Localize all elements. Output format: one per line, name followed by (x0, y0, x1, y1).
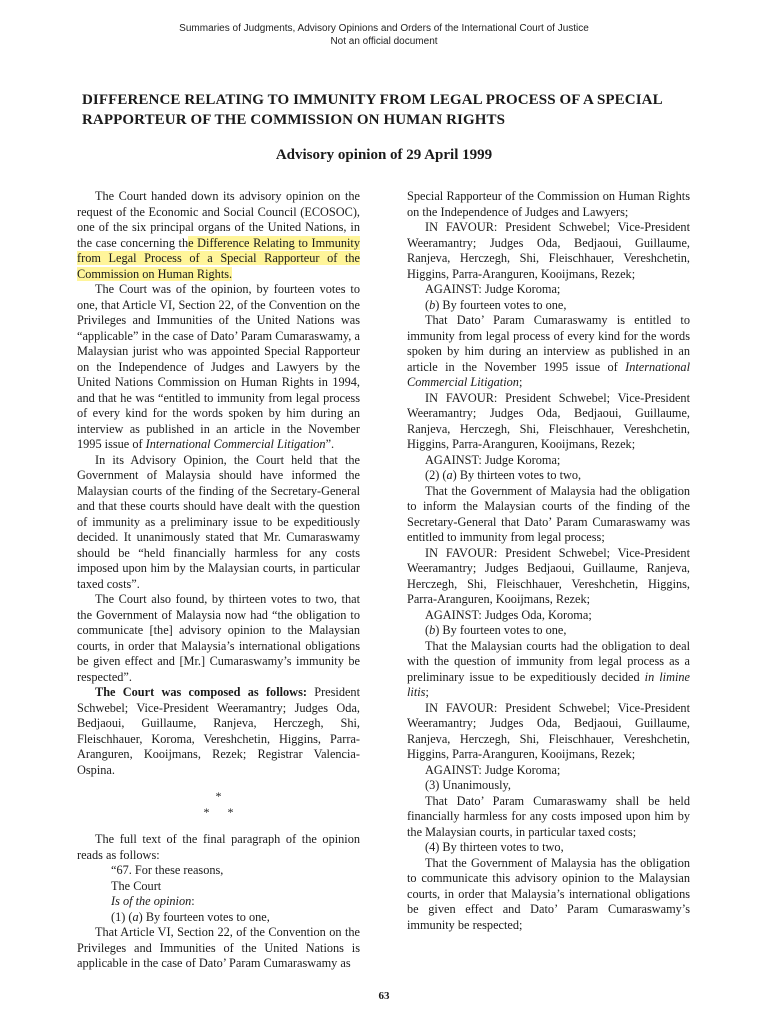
clause-heading (407, 298, 690, 314)
header-line-1: Summaries of Judgments, Advisory Opinions and Orders of the International Court of Justice (179, 23, 589, 34)
paragraph-composition (77, 685, 360, 778)
clause-heading (407, 468, 690, 484)
clause-text: That the Government of Malaysia had the obligation to inform the Malaysian courts of the finding of the Secretary-General that Dato’ Param Cumaraswamy was entitled to immunity from legal process; (407, 483, 690, 544)
italic-text: b (429, 297, 436, 312)
document-subtitle: Advisory opinion of 29 April 1999 (275, 147, 493, 163)
paragraph-text: The Court was of the opinion, by fourteen votes to one, that Article VI, Section 22, of the Convention on the Privileges and Immunities of the United Nations was “applicable” in the case of Dato’ Param Cumaraswamy, a Malaysian jurist who was appointed Special Rapporteur on the Independence of Judges and Lawyers by the United Nations Commission on Human Rights in 1994, and that he was “entitled to immunity from legal process of every kind for the words spoken by him during an interview as published in an article in the November 1995 issue of (77, 282, 360, 451)
paragraph-text: The Court handed down its advisory opinion on the request of the Economic and Social Council (ECOSOC), one of the six principal organs of the United Nations, in the case concerning th (77, 189, 360, 250)
paragraph-continued: Special Rapporteur of the Commission on Human Rights on the Independence of Judges and Lawyers; (407, 189, 690, 219)
vote-in-favour: IN FAVOUR: President Schwebel; Vice-President Weeramantry; Judges Oda, Bedjaoui, Guillaume, Ranjeva, Herczegh, Shi, Fleischhauer, Vereshchetin, Higgins, Parra-Aranguren, Kooijmans, Rezek; (407, 700, 690, 761)
italic-text: a (446, 468, 453, 482)
quote-line: “67. For these reasons, (111, 863, 224, 877)
section-separator (77, 788, 360, 820)
page-header (0, 22, 768, 48)
paragraph-found: The Court also found, by thirteen votes to two, that the Government of Malaysia now had “the obligation to communicate [the] advisory opinion to the Malaysian courts, in order that Malaysia’s international obligations be given effect and [Mr.] Cumaraswamy’s immunity be respected”. (77, 592, 360, 684)
vote-against: AGAINST: Judge Koroma; (425, 762, 561, 777)
paragraph-intro (77, 189, 360, 282)
clause-text: That the Government of Malaysia has the obligation to communicate this advisory opinion to the Malaysian courts, in order that Malaysia’s international obligations be given effect and Dato’ Param Cumaraswamy’s immunity be respected; (407, 855, 690, 932)
document-title: DIFFERENCE RELATING TO IMMUNITY FROM LEGAL PROCESS OF A SPECIAL RAPPORTEUR OF THE COMMISSION ON HUMAN RIGHTS (82, 92, 662, 128)
quote-line: The Court (111, 878, 162, 893)
vote-in-favour: IN FAVOUR: President Schwebel; Vice-President Weeramantry; Judges Oda, Bedjaoui, Guillaume, Ranjeva, Herczegh, Shi, Fleischhauer, Vereshchetin, Higgins, Parra-Aranguren, Kooijmans, Rezek; (407, 220, 690, 281)
separator-stars: * * (203, 805, 234, 819)
vote-against: AGAINST: Judge Koroma; (425, 282, 561, 296)
paragraph-held: In its Advisory Opinion, the Court held that the Government of Malaysia should have informed the Malaysian courts of the finding of the Secretary-General and that these courts should have dealt with the question of immunity as a preliminary issue to be expeditiously decided. It unanimously stated that Mr. Cumaraswamy should be “held financially harmless for any costs imposed upon him by the Malaysian courts, in particular taxed costs”. (77, 452, 360, 591)
quote-line (77, 910, 360, 926)
paragraph-text: ) By fourteen votes to one, (435, 623, 567, 637)
paragraph-text: President Schwebel; Vice-President Weeramantry; Judges Oda, Bedjaoui, Guillaume, Ranjeva, Herczegh, Shi, Fleischhauer, Koroma, Vereshchetin, Higgins, Parra-Aranguren, Kooijmans, Rezek; Registrar Valencia-Ospina. (77, 685, 360, 777)
bold-text: The Court was composed as follows: (95, 685, 307, 699)
paragraph-text: ( (425, 297, 430, 312)
paragraph-text: ) By fourteen votes to one, (138, 909, 270, 924)
clause-text: That Dato’ Param Cumaraswamy shall be held financially harmless for any costs imposed upon him by the Malaysian courts, in particular taxed costs; (407, 793, 690, 839)
paragraph-text: ) By thirteen votes to two, (452, 468, 582, 482)
paragraph-text: That Dato’ Param Cumaraswamy is entitled to immunity from legal process of every kind for the words spoken by him during an interview as published in an article in the November 1995 issue of (407, 313, 690, 374)
italic-text: a (132, 909, 139, 924)
italic-text: International Commercial Litigation (407, 359, 690, 389)
paragraph-text: (1) ( (111, 909, 133, 924)
header-line-2: Not an official document (330, 36, 438, 47)
vote-against: AGAINST: Judges Oda, Koroma; (425, 607, 592, 622)
vote-in-favour: IN FAVOUR: President Schwebel; Vice-President Weeramantry; Judges Bedjaoui, Guillaume, Ranjeva, Herczegh, Shi, Fleischhauer, Vereshchetin, Higgins, Parra-Aranguren, Kooijmans, Rezek; (407, 545, 690, 606)
vote-against: AGAINST: Judge Koroma; (425, 452, 561, 467)
clause-heading: (3) Unanimously, (425, 778, 511, 792)
quote-line (77, 894, 360, 910)
page-number: 63 (378, 990, 390, 1002)
paragraph-text: ; (425, 685, 429, 699)
italic-text: in limine litis (407, 669, 690, 699)
italic-text: b (429, 623, 436, 637)
paragraph-text: ) By fourteen votes to one, (435, 297, 567, 312)
paragraph-text: ; (518, 375, 523, 389)
paragraph-full-text: The full text of the final paragraph of the opinion reads as follows: (77, 832, 360, 862)
italic-text: Is of the opinion (111, 894, 192, 908)
paragraph-text: ( (425, 623, 430, 637)
paragraph-article: That Article VI, Section 22, of the Convention on the Privileges and Immunities of the United Nations is applicable in the case of Dato’ Param Cumaraswamy as (77, 925, 360, 970)
paragraph-text: : (191, 894, 195, 908)
highlighted-text: e Difference Relating to Immunity from Legal Process of a Special Rapporteur of the Commission on Human Rights. (77, 235, 360, 281)
left-column (77, 189, 360, 972)
clause-text (407, 313, 690, 391)
clause-text (407, 639, 690, 701)
separator-star: * (215, 789, 222, 803)
clause-heading (407, 623, 690, 639)
paragraph-text: That the Malaysian courts had the obligation to deal with the question of immunity from legal process as a preliminary issue to be expeditiously decided (407, 638, 690, 684)
right-column (407, 189, 690, 933)
paragraph-text: ”. (325, 437, 335, 451)
vote-in-favour: IN FAVOUR: President Schwebel; Vice-President Weeramantry; Judges Oda, Bedjaoui, Guillaume, Ranjeva, Herczegh, Shi, Fleischhauer, Vereshchetin, Higgins, Parra-Aranguren, Kooijmans, Rezek; (407, 390, 690, 451)
clause-heading: (4) By thirteen votes to two, (425, 840, 564, 854)
paragraph-text: (2) ( (425, 468, 447, 482)
paragraph-opinion (77, 282, 360, 453)
italic-text: International Commercial Litigation (145, 437, 326, 451)
